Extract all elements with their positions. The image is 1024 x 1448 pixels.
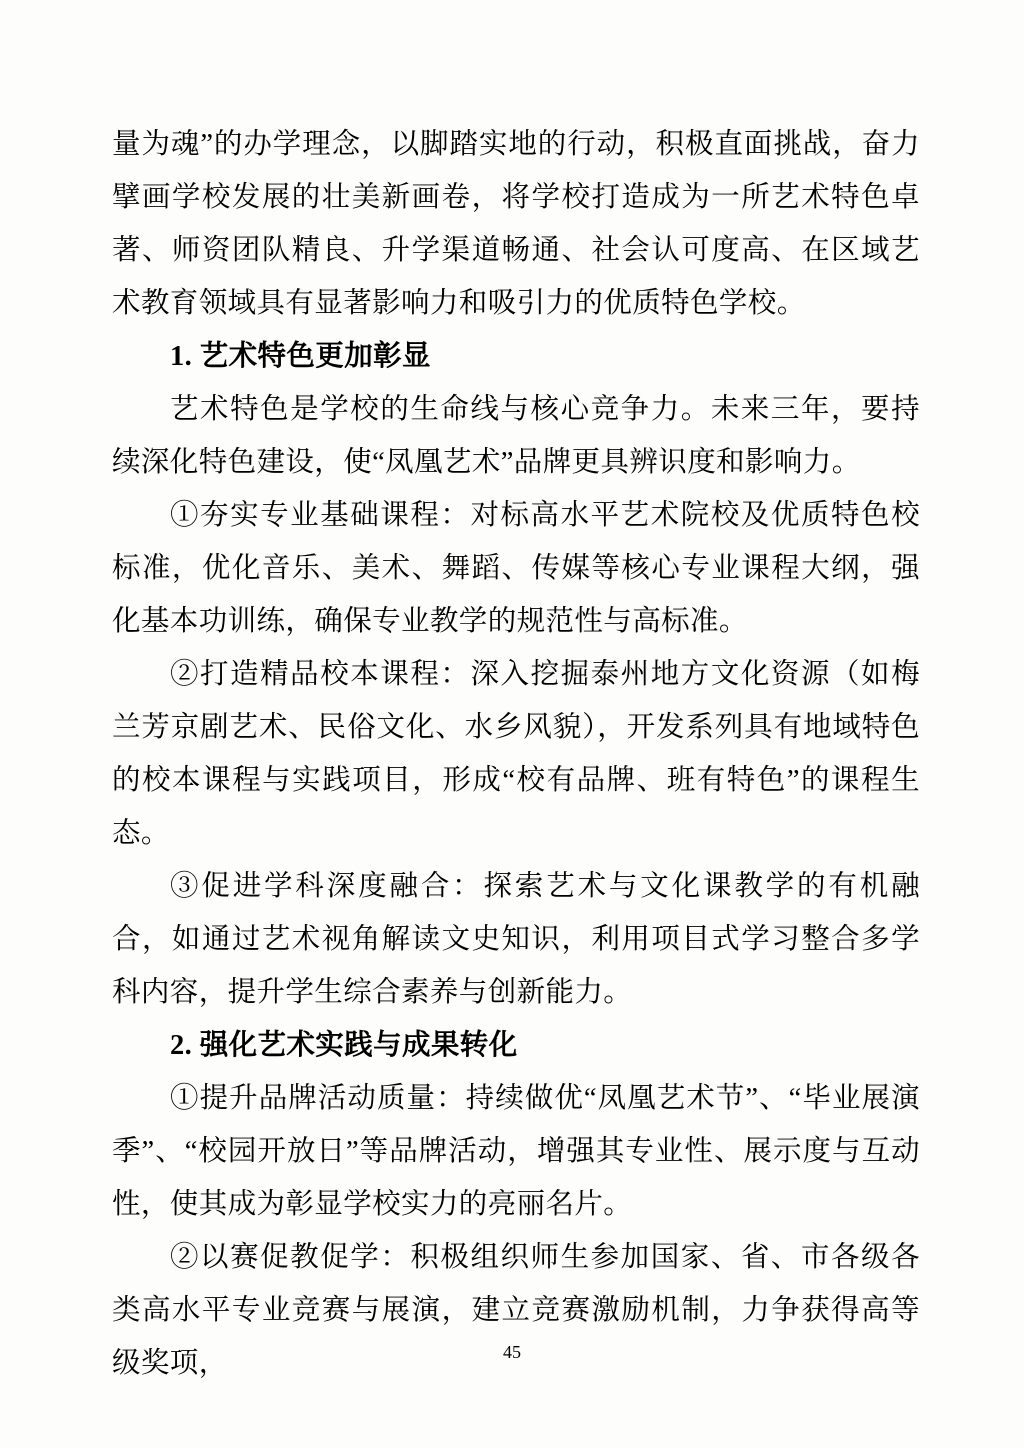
paragraph-section1-intro: 艺术特色是学校的生命线与核心竞争力。未来三年，要持续深化特色建设，使“凤凰艺术”品牌更具辨识度和影响力。 [112, 394, 920, 478]
page-number: 45 [503, 1342, 521, 1362]
heading-art-practice: 2. 强化艺术实践与成果转化 [170, 1030, 518, 1061]
paragraph-section1-item1: ①夯实专业基础课程：对标高水平艺术院校及优质特色校标准，优化音乐、美术、舞蹈、传媒等核心专业课程大纲，强化基本功训练，确保专业教学的规范性与高标准。 [112, 500, 920, 637]
page-body [112, 118, 920, 1390]
paragraph-section1-item3: ③促进学科深度融合：探索艺术与文化课教学的有机融合，如通过艺术视角解读文史知识，利用项目式学习整合多学科内容，提升学生综合素养与创新能力。 [112, 871, 920, 1008]
paragraph-continuation: 量为魂”的办学理念，以脚踏实地的行动，积极直面挑战，奋力擘画学校发展的壮美新画卷，将学校打造成为一所艺术特色卓著、师资团队精良、升学渠道畅通、社会认可度高、在区域艺术教育领域具有显著影响力和吸引力的优质特色学校。 [112, 129, 920, 319]
heading-artistic-features: 1. 艺术特色更加彰显 [170, 341, 431, 372]
paragraph-section1-item2: ②打造精品校本课程：深入挖掘泰州地方文化资源（如梅兰芳京剧艺术、民俗文化、水乡风貌），开发系列具有地域特色的校本课程与实践项目，形成“校有品牌、班有特色”的课程生态。 [112, 659, 920, 849]
paragraph-section2-item2: ②以赛促教促学：积极组织师生参加国家、省、市各级各类高水平专业竞赛与展演，建立竞赛激励机制，力争获得高等级奖项， [112, 1242, 920, 1379]
paragraph-section2-item1: ①提升品牌活动质量：持续做优“凤凰艺术节”、“毕业展演季”、“校园开放日”等品牌活动，增强其专业性、展示度与互动性，使其成为彰显学校实力的亮丽名片。 [112, 1083, 920, 1220]
